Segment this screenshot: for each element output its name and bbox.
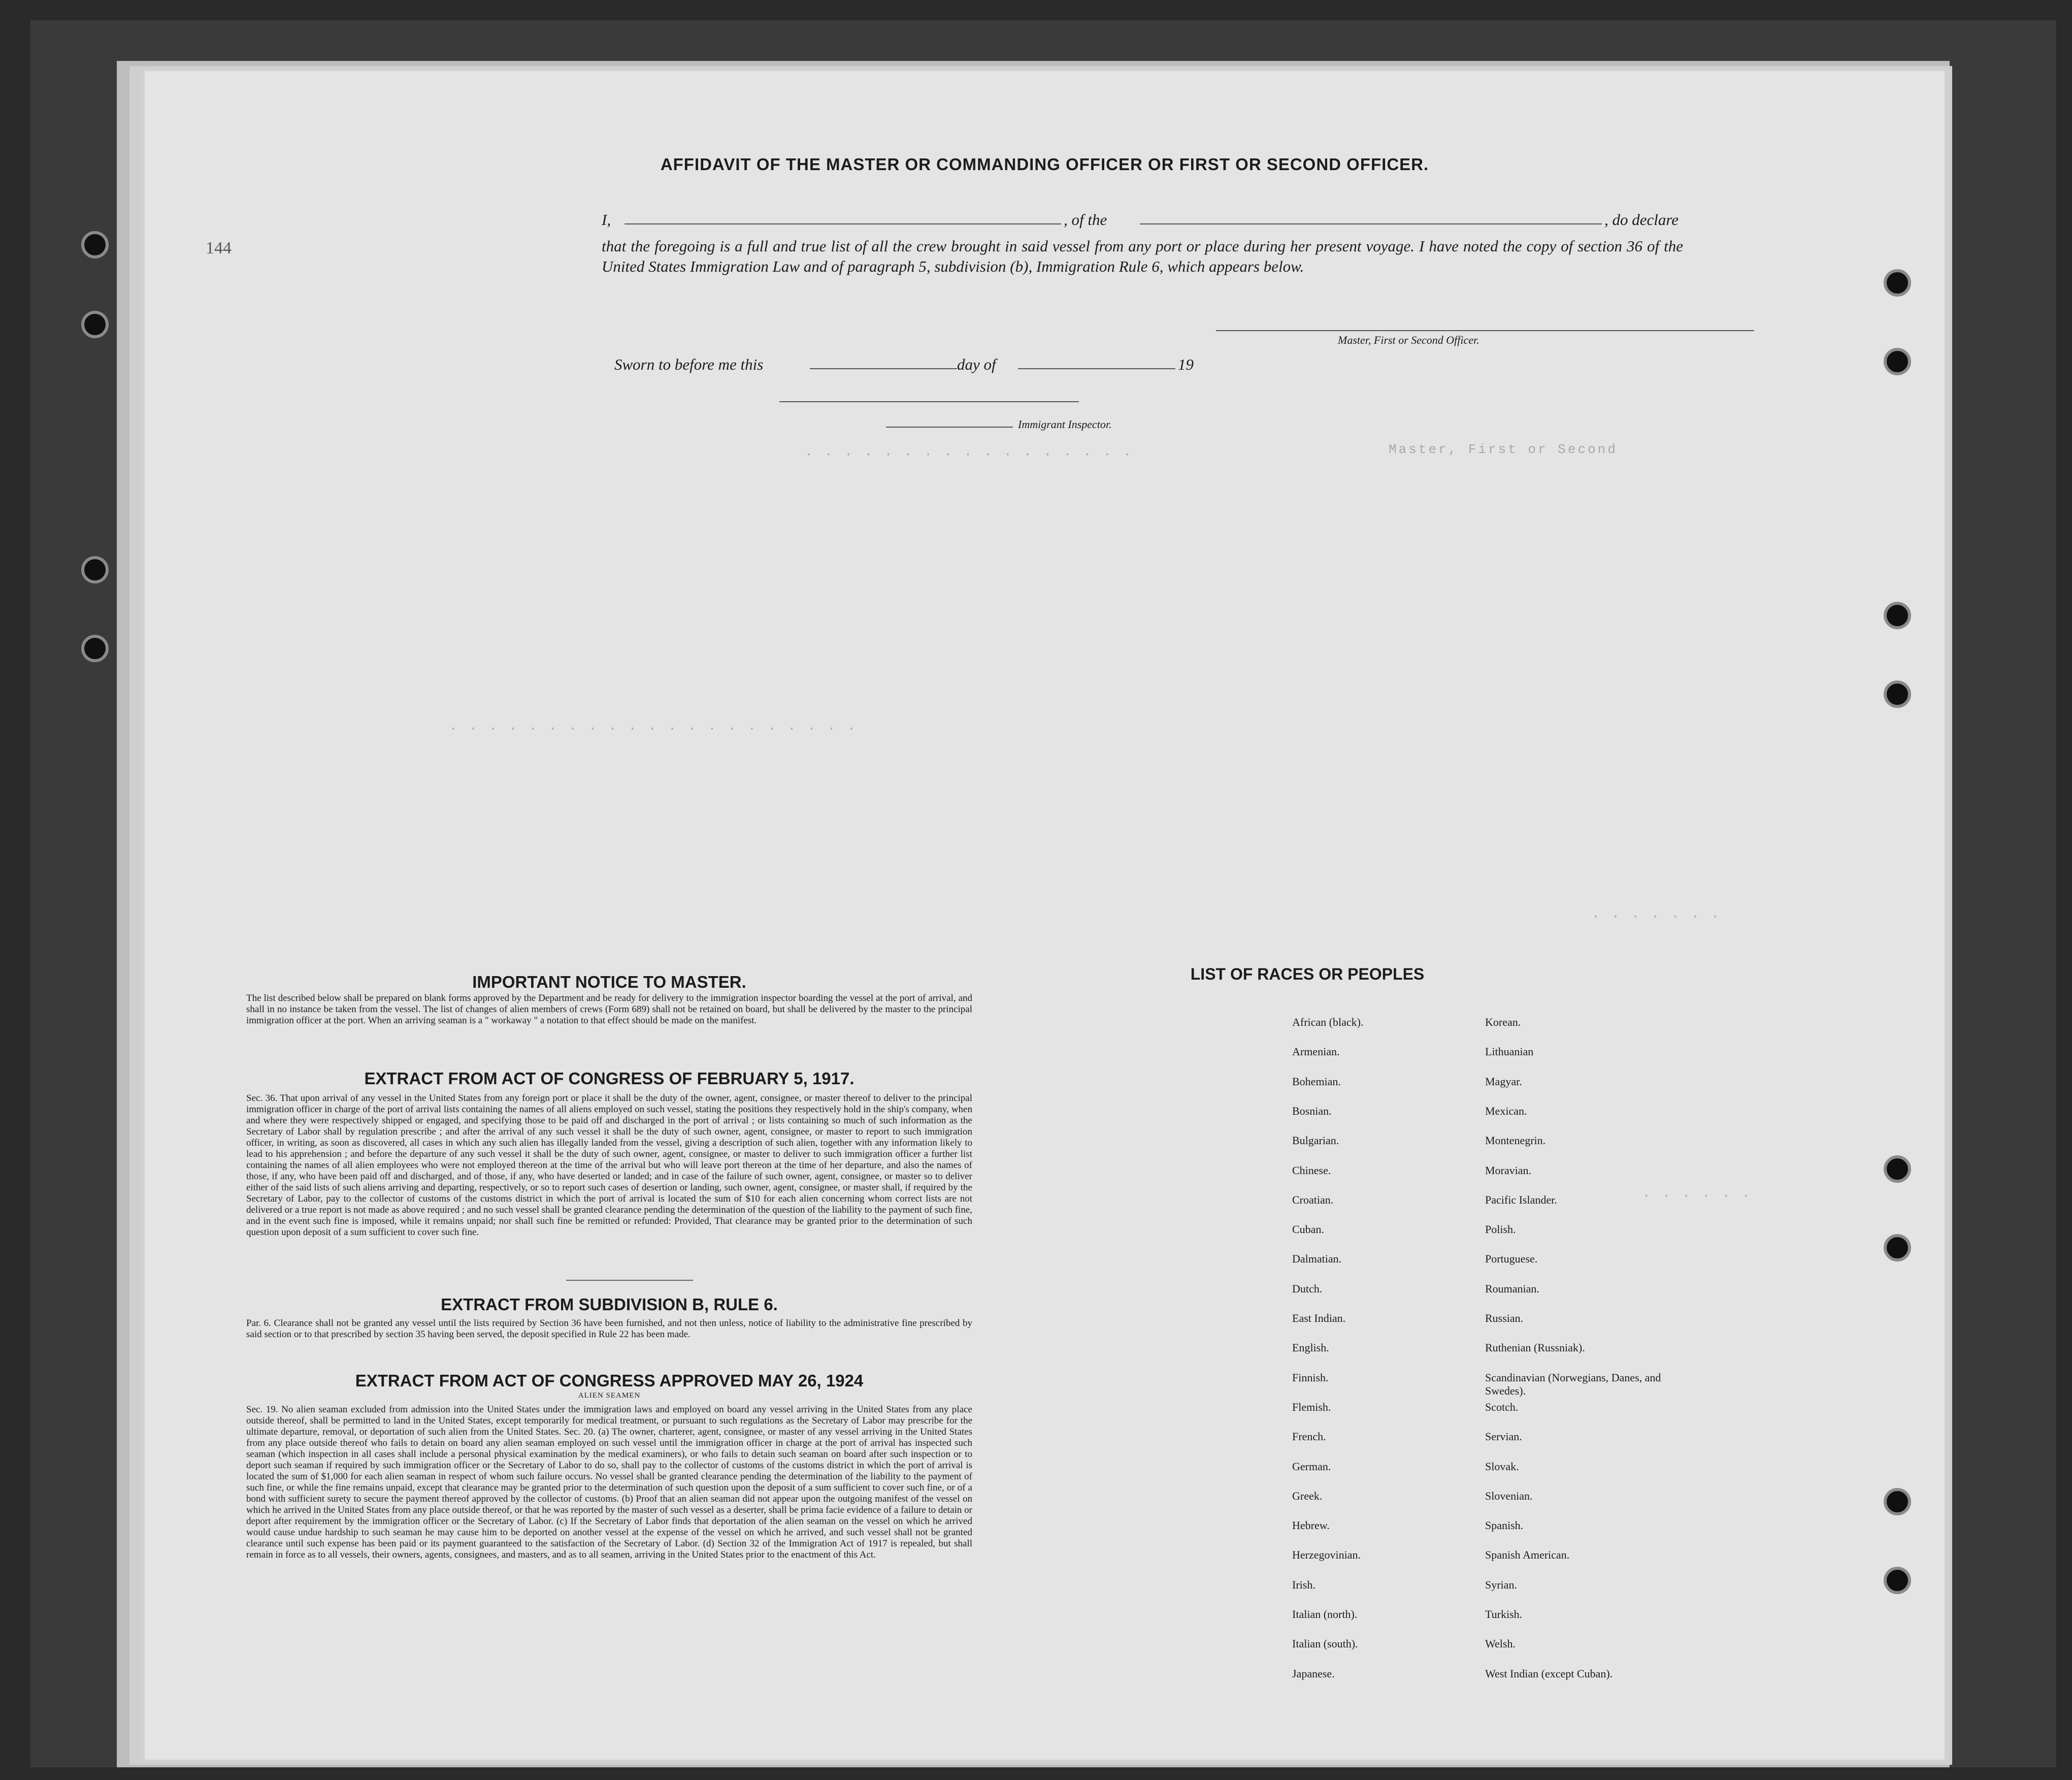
race-item: Herzegovinian. (1292, 1548, 1361, 1562)
day-blank[interactable] (810, 368, 957, 369)
race-item: Greek. (1292, 1489, 1323, 1502)
binder-hole (81, 311, 109, 338)
race-item: West Indian (except Cuban). (1485, 1667, 1613, 1680)
binder-hole (1884, 348, 1911, 375)
race-item: Montenegrin. (1485, 1134, 1546, 1147)
race-item: Korean. (1485, 1016, 1521, 1028)
race-item: Hebrew. (1292, 1519, 1330, 1532)
inspector-rule (886, 427, 1013, 428)
race-item: Slovak. (1485, 1460, 1519, 1473)
race-item: Servian. (1485, 1430, 1522, 1443)
race-item: Finnish. (1292, 1371, 1329, 1384)
bleed-through: · · · · · · · · · · · · · · · · · (805, 447, 1133, 462)
binder-hole (81, 231, 109, 258)
race-item: Spanish American. (1485, 1548, 1570, 1562)
race-item: Polish. (1485, 1223, 1516, 1236)
race-item: Bohemian. (1292, 1075, 1341, 1088)
inspector-signature-line[interactable] (779, 401, 1079, 402)
binder-hole (1884, 1155, 1911, 1183)
race-item: Armenian. (1292, 1045, 1340, 1058)
extract-1924-title: EXTRACT FROM ACT OF CONGRESS APPROVED MAY 26, 1924 (355, 1371, 864, 1390)
i-label: I, (602, 211, 611, 229)
races-title: LIST OF RACES OR PEOPLES (1190, 965, 1425, 983)
race-item: Mexican. (1485, 1104, 1527, 1117)
name-blank[interactable] (624, 223, 1061, 224)
extract-1917-title: EXTRACT FROM ACT OF CONGRESS OF FEBRUARY 5, 1917. (364, 1069, 854, 1088)
do-declare-label: , do declare (1604, 211, 1679, 229)
race-item: Ruthenian (Russniak). (1485, 1341, 1585, 1354)
affidavit-title: AFFIDAVIT OF THE MASTER OR COMMANDING OFFICER OR FIRST OR SECOND OFFICER. (660, 155, 1429, 174)
race-item: Cuban. (1292, 1223, 1324, 1236)
race-item: Scotch. (1485, 1400, 1519, 1413)
race-item: Slovenian. (1485, 1489, 1533, 1502)
margin-mark: 144 (206, 239, 232, 257)
race-item: Lithuanian (1485, 1045, 1534, 1058)
race-item: Russian. (1485, 1312, 1524, 1324)
vessel-blank[interactable] (1140, 223, 1602, 224)
manifest-page (145, 71, 1945, 1760)
race-item: Bulgarian. (1292, 1134, 1339, 1147)
race-item: Scandinavian (Norwegians, Danes, and Swedes). (1485, 1371, 1661, 1397)
binder-hole (1884, 681, 1911, 708)
binder-hole (1884, 602, 1911, 629)
section-divider (566, 1280, 693, 1281)
race-item: English. (1292, 1341, 1329, 1354)
race-item: Croatian. (1292, 1193, 1334, 1206)
binder-hole (1884, 1488, 1911, 1515)
bleed-through: · · · · · · · · · · · · · · · · · · · · · (449, 721, 858, 736)
day-of-label: day of (957, 355, 996, 373)
sworn-label: Sworn to before me this (614, 355, 764, 373)
of-the-label: , of the (1064, 211, 1107, 229)
bleed-through: Master, First or Second (1389, 442, 1618, 457)
race-item: Pacific Islander. (1485, 1193, 1557, 1206)
binder-hole (1884, 1567, 1911, 1594)
race-item: Chinese. (1292, 1163, 1331, 1177)
binder-hole (81, 635, 109, 662)
master-signature-line[interactable] (1216, 330, 1754, 331)
month-blank[interactable] (1018, 368, 1175, 369)
race-item: Welsh. (1485, 1637, 1516, 1650)
binder-hole (1884, 269, 1911, 297)
notice-title: IMPORTANT NOTICE TO MASTER. (472, 973, 746, 991)
subdivision-body: Par. 6. Clearance shall not be granted any vessel until the lists required by Section 36 have been furnished, and not then unless, notice of liability to the administrative fine prescribed by said section or to that prescribed by section 35 having been served, the deposit specified in Rule 22 has been made. (246, 1318, 972, 1340)
race-item: Dalmatian. (1292, 1252, 1342, 1266)
race-item: Italian (north). (1292, 1608, 1358, 1621)
race-item: Moravian. (1485, 1163, 1532, 1177)
race-item: Dutch. (1292, 1282, 1323, 1295)
race-item: Flemish. (1292, 1400, 1331, 1413)
bleed-through: · · · · · · (1642, 1188, 1752, 1204)
race-item: Portuguese. (1485, 1252, 1538, 1266)
race-item: French. (1292, 1430, 1326, 1443)
race-item: Syrian. (1485, 1578, 1517, 1591)
affidavit-body: that the foregoing is a full and true list of all the crew brought in said vessel from any port or place during her present voyage. I have noted the copy of section 36 of the United States Immigration Law and of paragraph 5, subdivision (b), Immigration Rule 6, which appears below. (602, 237, 1683, 275)
race-item: Irish. (1292, 1578, 1315, 1591)
binder-hole (1884, 1234, 1911, 1261)
race-item: Roumanian. (1485, 1282, 1539, 1295)
race-item: Turkish. (1485, 1608, 1523, 1621)
extract-1917-body: Sec. 36. That upon arrival of any vessel in the United States from any foreign port or place it shall be the duty of the owner, agent, consignee, or master thereof to deliver to the principal immigration officer in charge of the port of arrival lists containing the names of all aliens employed on such vessel, stating the positions they respectively hold in the ship's company, when and where they were respectively shipped or engaged, and specifying those to be paid off and discharged in the port of arrival ; or lists containing so much of such information as the Secretary of Labor shall by regulation prescribe ; and after the arrival of any such vessel it shall be the duty of such owner, agent, consignee, or master to report to such immigration officer, in writing, as soon as discovered, all cases in which any such alien has illegally landed from the vessel, giving a description of such alien, together with any information likely to lead to his apprehension ; and before the departure of any such vessel it shall be the duty of such owner, agent, consignee, or master to deliver to such immigration officer a further list containing the names of all alien employees who were not employed thereon at the time of the arrival but who will leave port thereon at the time of her departure, and also the names of those, if any, who have been paid off and discharged, and of those, if any, who have deserted or landed; and in case of the failure of such owner, agent, consignee, or master so to deliver either of the said lists of such aliens arriving and departing, respectively, or so to report such cases of desertion or landing, such owner, agent, consignee, or master shall, if required by the Secretary of Labor, pay to the collector of customs of the customs district in which the port of arrival is located the sum of $10 for each alien concerning whom correct lists are not delivered or a true report is not made as above required ; and no such vessel shall be granted clearance pending the determination of the question of the liability to the payment of such fine, and in the event such fine is imposed, while it remains unpaid; nor shall such fine be remitted or refunded: Provided, That clearance may be granted prior to the determination of such question upon deposit of a sum sufficient to cover such fine. (246, 1093, 972, 1238)
master-caption: Master, First or Second Officer. (1338, 334, 1479, 346)
race-item: African (black). (1292, 1016, 1364, 1028)
year-prefix: 19 (1178, 355, 1194, 373)
race-item: East Indian. (1292, 1312, 1346, 1324)
race-item: Bosnian. (1292, 1104, 1332, 1117)
race-item: Magyar. (1485, 1075, 1522, 1088)
race-item: Italian (south). (1292, 1637, 1358, 1650)
extract-1924-body: Sec. 19. No alien seaman excluded from admission into the United States under the immigration laws and employed on board any vessel arriving in the United States from any place outside thereof, shall be permitted to land in the United States, except temporarily for medical treatment, or pursuant to such regulations as the Secretary of Labor may prescribe for the ultimate departure, removal, or deportation of such alien from the United States. Sec. 20. (a) The owner, charterer, agent, consignee, or master of any vessel arriving in the United States from any place outside thereof who fails to detain on board any alien seaman employed on such vessel until the immigration officer in charge at the port of arrival has inspected such seaman (which inspection in all cases shall include a personal physical examination by the medical examiners), or who fails to detain such seaman on board after such inspection or to deport such seaman if required by such immigration officer or the Secretary of Labor to do so, shall pay to the collector of customs of the customs district in which the port of arrival is located the sum of $1,000 for each alien seaman in respect of whom such failure occurs. No vessel shall be granted clearance pending the determination of the liability to the payment of such fine, or while the fine remains unpaid, except that clearance may be granted prior to the determination of such question upon the deposit of a sum sufficient to cover such fine, or of a bond with sufficient surety to secure the payment thereof approved by the collector of customs. (b) Proof that an alien seaman did not appear upon the outgoing manifest of the vessel on which he arrived in the United States from any place outside thereof, or that he was reported by the master of such vessel as a deserter, shall be prima facie evidence of a failure to detain or deport after requirement by the immigration officer or the Secretary of Labor. (c) If the Secretary of Labor finds that deportation of the alien seaman on the vessel on which he arrived would cause undue hardship to such seaman he may cause him to be deported on another vessel at the expense of the vessel on which he arrived, and such vessel shall not be granted clearance until such expense has been paid or its payment guaranteed to the satisfaction of the Secretary of Labor. (d) Section 32 of the Immigration Act of 1917 is repealed, but shall remain in force as to all vessels, their owners, agents, consignees, and masters, and as to all seamen, arriving in the United States prior to the enactment of this Act. (246, 1404, 972, 1560)
subdivision-title: EXTRACT FROM SUBDIVISION B, RULE 6. (441, 1295, 778, 1314)
race-item: Japanese. (1292, 1667, 1335, 1680)
binder-hole (81, 556, 109, 584)
extract-1924-subtitle: ALIEN SEAMEN (578, 1391, 641, 1400)
bleed-through: · · · · · · · (1592, 909, 1721, 924)
race-item: Spanish. (1485, 1519, 1524, 1532)
inspector-caption: Immigrant Inspector. (1018, 418, 1112, 431)
notice-body: The list described below shall be prepared on blank forms approved by the Department and be ready for delivery to the immigration inspector boarding the vessel at the port of arrival, and shall in no instance be taken from the vessel. The list of changes of alien members of crews (Form 689) shall not be retained on board, but shall be delivered by the master to the principal immigration officer at the port. When an arriving seaman is a " workaway " a notation to that effect should be made on the manifest. (246, 993, 972, 1026)
race-item: German. (1292, 1460, 1331, 1473)
